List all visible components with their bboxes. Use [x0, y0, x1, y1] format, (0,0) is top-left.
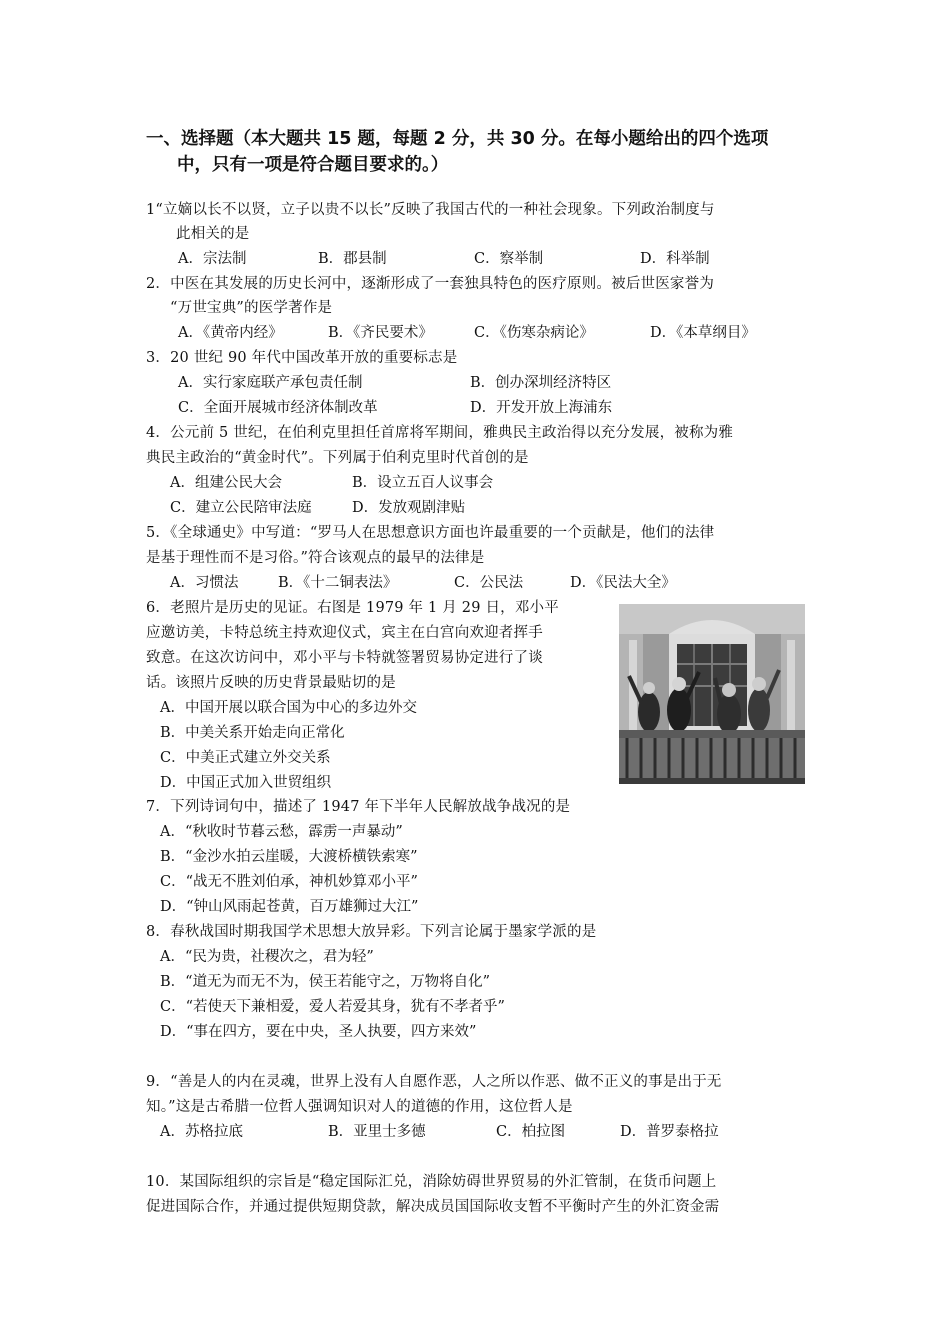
q8-stem: 8．春秋战国时期我国学术思想大放异彩。下列言论属于墨家学派的是	[146, 924, 597, 940]
q7-option-a: A．“秋收时节暮云愁，霹雳一声暴动”	[160, 824, 403, 840]
q6-stem-line1: 6．老照片是历史的见证。右图是 1979 年 1 月 29 日，邓小平	[146, 600, 559, 616]
section-heading	[146, 126, 826, 178]
historical-photo	[619, 604, 805, 784]
q4-option-a: A．组建公民大会	[170, 475, 282, 491]
q10-stem-line2: 促进国际合作，并通过提供短期贷款，解决成员国国际收支暂不平衡时产生的外汇资金需	[146, 1199, 720, 1215]
q8-option-c: C．“若使天下兼相爱，爱人若爱其身，犹有不孝者乎”	[160, 999, 505, 1015]
q9-stem-line1: 9．“善是人的内在灵魂，世界上没有人自愿作恶，人之所以作恶、做不正义的事是出于无	[146, 1074, 722, 1090]
q6-option-d: D．中国正式加入世贸组织	[160, 775, 332, 791]
section-heading-line1: 一、选择题（本大题共 15 题，每题 2 分，共 30 分。在每小题给出的四个选项	[146, 129, 769, 149]
q6-option-c: C．中美正式建立外交关系	[160, 750, 331, 766]
section-heading-line2: 中，只有一项是符合题目要求的。）	[177, 155, 449, 175]
q1-option-c: C．察举制	[474, 251, 544, 267]
q1-option-d: D．科举制	[640, 251, 710, 267]
q9-option-c: C．柏拉图	[496, 1124, 566, 1140]
q6-stem-line4: 话。该照片反映的历史背景最贴切的是	[146, 675, 396, 691]
q3-option-a: A．实行家庭联产承包责任制	[178, 375, 363, 391]
q2-option-b: B．《齐民要术》	[328, 325, 433, 341]
q5-option-a: A．习惯法	[170, 575, 239, 591]
q2-stem-line2: “万世宝典”的医学著作是	[170, 300, 333, 316]
q6-option-a: A．中国开展以联合国为中心的多边外交	[160, 700, 417, 716]
q6-stem-line2: 应邀访美，卡特总统主持欢迎仪式，宾主在白宫向欢迎者挥手	[146, 625, 543, 641]
q4-option-c: C．建立公民陪审法庭	[170, 500, 312, 516]
q3-option-d: D．开发开放上海浦东	[470, 400, 613, 416]
q1-option-a: A．宗法制	[178, 251, 247, 267]
q5-stem-line2: 是基于理性而不是习俗。”符合该观点的最早的法律是	[146, 550, 485, 566]
q7-stem: 7．下列诗词句中，描述了 1947 年下半年人民解放战争战况的是	[146, 799, 571, 815]
q7-option-c: C．“战无不胜刘伯承，神机妙算邓小平”	[160, 874, 418, 890]
q3-option-c: C．全面开展城市经济体制改革	[178, 400, 378, 416]
q6-stem-line3: 致意。在这次访问中，邓小平与卡特就签署贸易协定进行了谈	[146, 650, 543, 666]
q4-stem-line1: 4．公元前 5 世纪，在伯利克里担任首席将军期间，雅典民主政治得以充分发展，被称为雅	[146, 425, 734, 441]
q4-option-d: D．发放观剧津贴	[352, 500, 466, 516]
q1-stem-line1: 1“立嫡以长不以贤，立子以贵不以长”反映了我国古代的一种社会现象。下列政治制度与	[146, 202, 715, 218]
q3-option-b: B．创办深圳经济特区	[470, 375, 612, 391]
q2-stem-line1: 2．中医在其发展的历史长河中，逐渐形成了一套独具特色的医疗原则。被后世医家誉为	[146, 276, 715, 292]
q9-stem-line2: 知。”这是古希腊一位哲人强调知识对人的道德的作用，这位哲人是	[146, 1099, 573, 1115]
q7-option-b: B．“金沙水拍云崖暖，大渡桥横铁索寒”	[160, 849, 418, 865]
q2-option-a: A．《黄帝内经》	[178, 325, 283, 341]
q7-option-d: D．“钟山风雨起苍黄，百万雄狮过大江”	[160, 899, 419, 915]
q9-option-b: B．亚里士多德	[328, 1124, 426, 1140]
q2-option-d: D．《本草纲目》	[650, 325, 756, 341]
q5-option-c: C．公民法	[454, 575, 524, 591]
q8-option-b: B．“道无为而无不为，侯王若能守之，万物将自化”	[160, 974, 490, 990]
q5-option-d: D．《民法大全》	[570, 575, 676, 591]
q3-stem: 3．20 世纪 90 年代中国改革开放的重要标志是	[146, 350, 458, 366]
q5-option-b: B．《十二铜表法》	[278, 575, 398, 591]
q4-stem-line2: 典民主政治的“黄金时代”。下列属于伯利克里时代首创的是	[146, 450, 529, 466]
q6-option-b: B．中美关系开始走向正常化	[160, 725, 345, 741]
q9-option-a: A．苏格拉底	[160, 1124, 243, 1140]
q8-option-d: D．“事在四方，要在中央，圣人执要，四方来效”	[160, 1024, 477, 1040]
q4-option-b: B．设立五百人议事会	[352, 475, 494, 491]
q1-stem-line2: 此相关的是	[176, 226, 250, 242]
q2-option-c: C．《伤寒杂病论》	[474, 325, 594, 341]
q1-option-b: B．郡县制	[318, 251, 387, 267]
q10-stem-line1: 10．某国际组织的宗旨是“稳定国际汇兑，消除妨碍世界贸易的外汇管制，在货币问题上	[146, 1174, 717, 1190]
q8-option-a: A．“民为贵，社稷次之，君为轻”	[160, 949, 374, 965]
q5-stem-line1: 5．《全球通史》中写道：“罗马人在思想意识方面也许最重要的一个贡献是，他们的法律	[146, 525, 715, 541]
q9-option-d: D．普罗泰格拉	[620, 1124, 719, 1140]
